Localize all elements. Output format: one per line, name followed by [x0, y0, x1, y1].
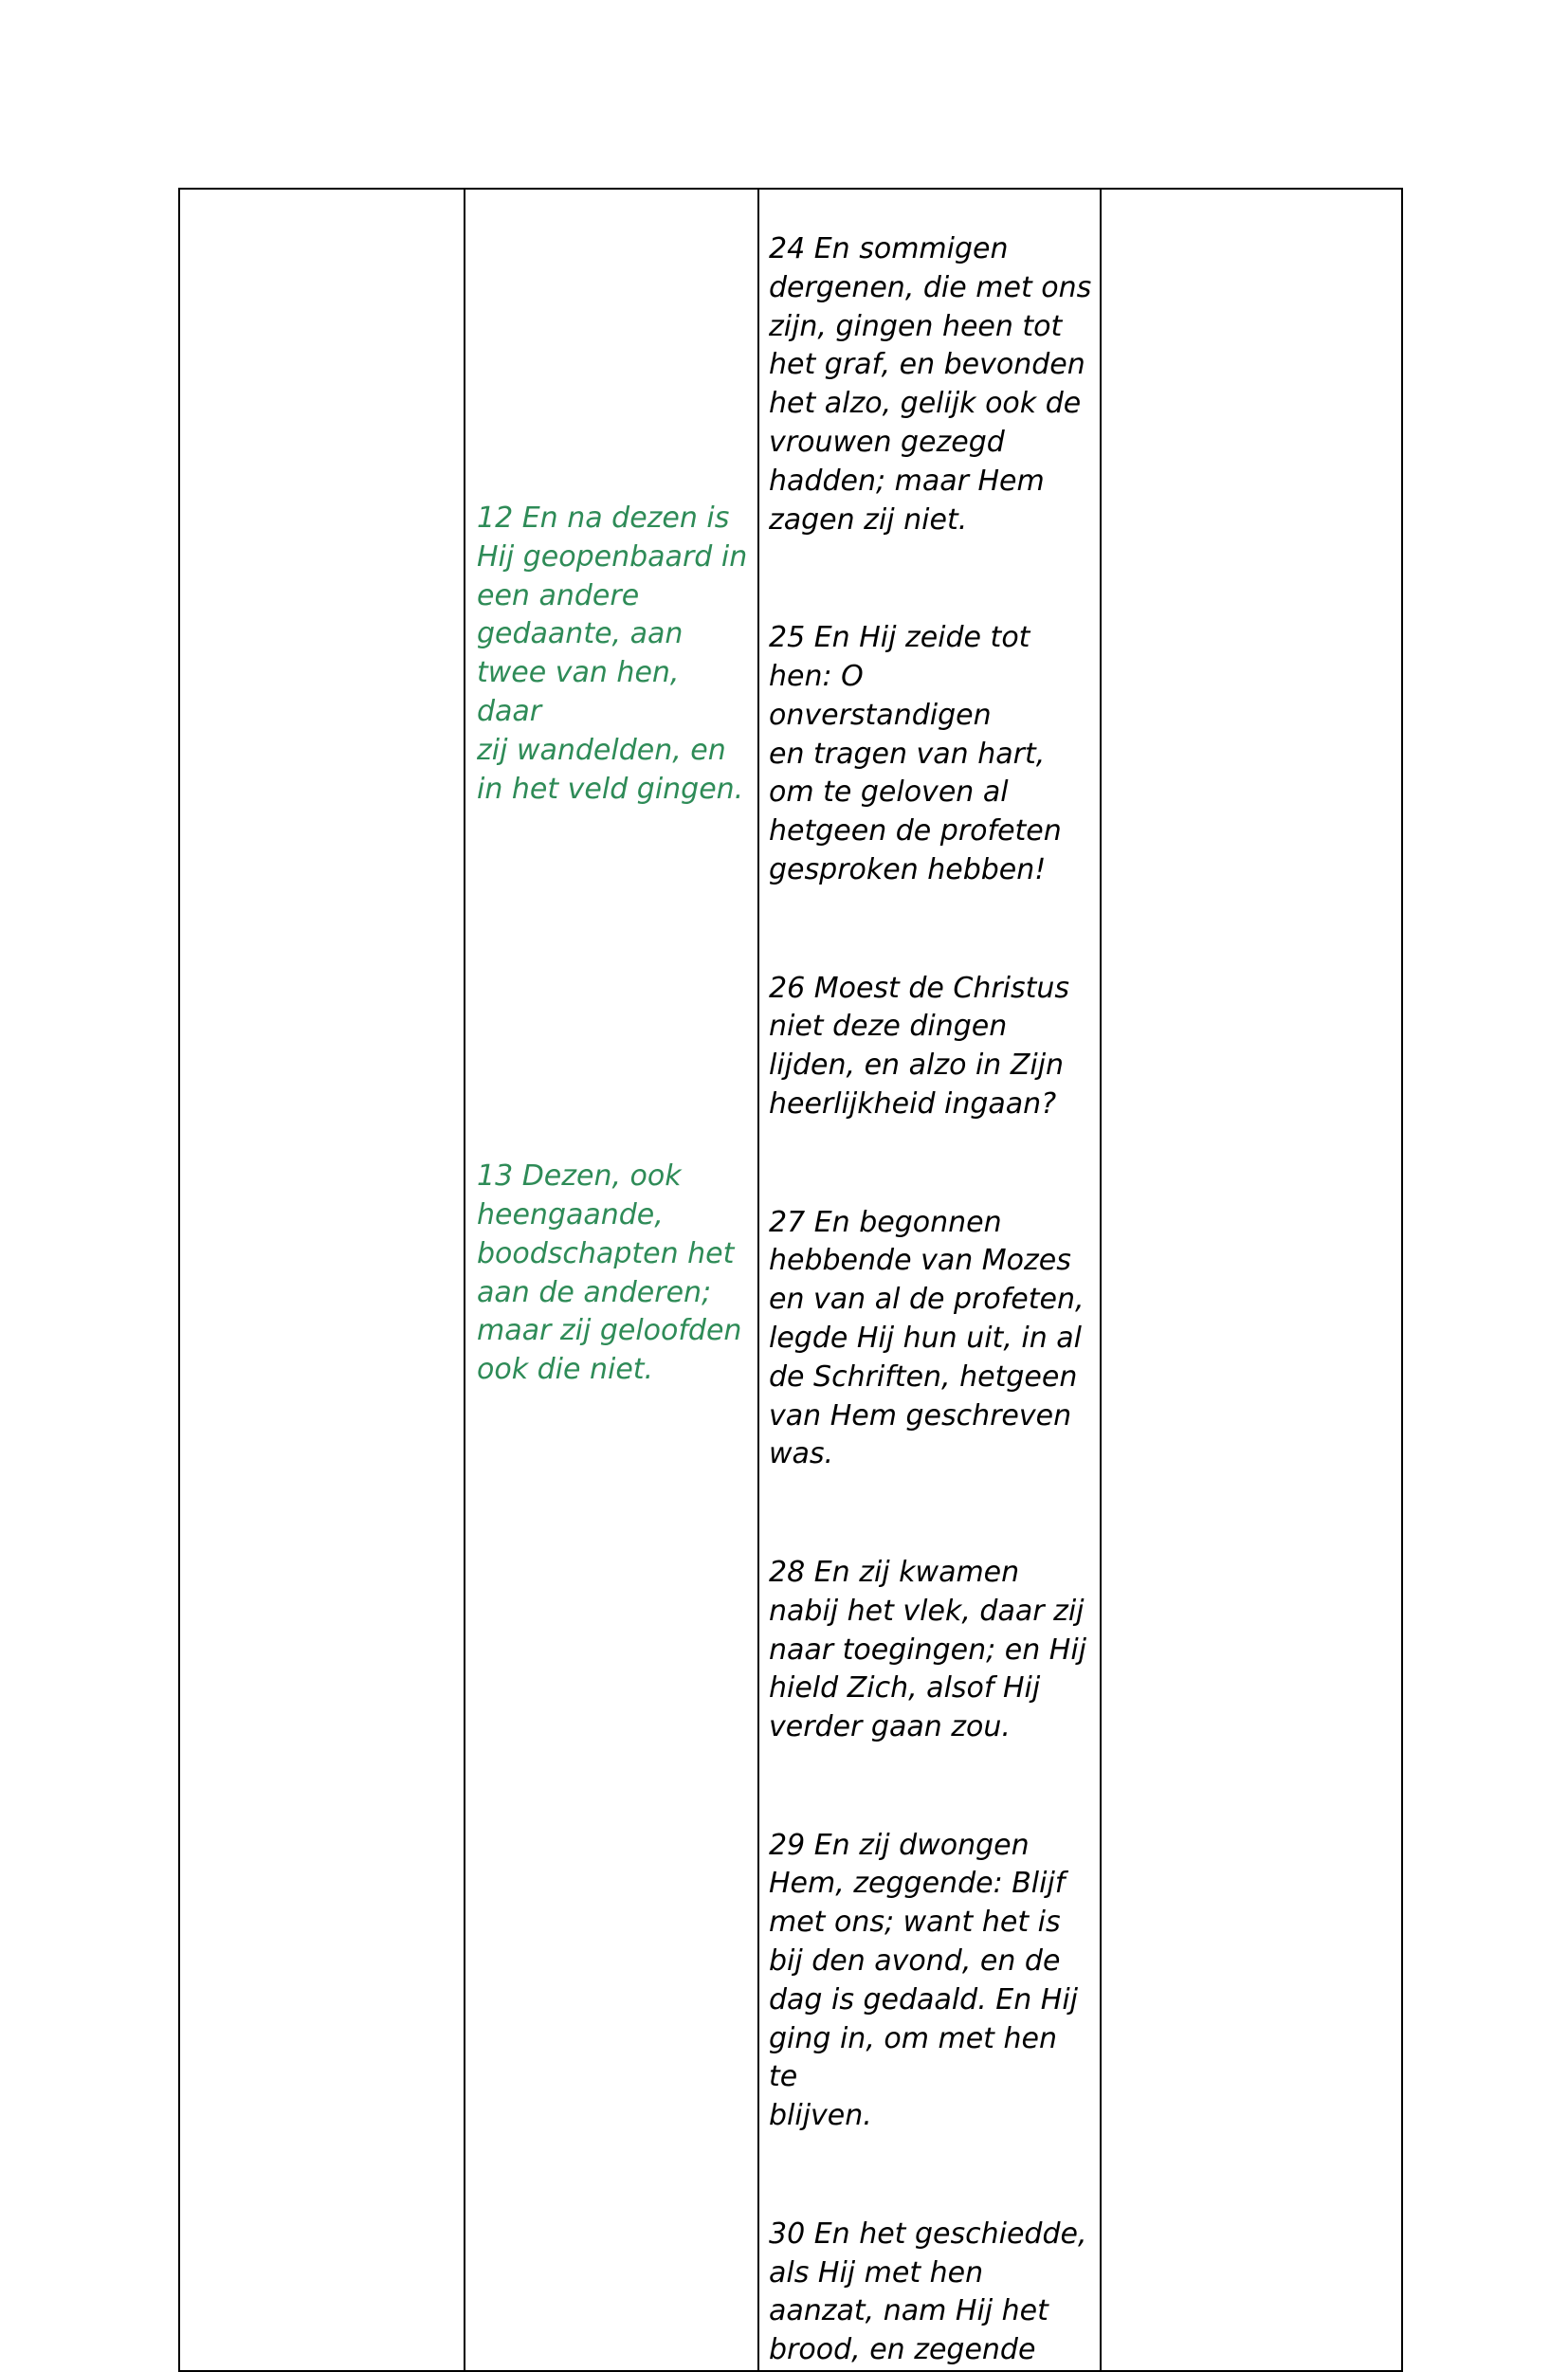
mark-verse-12: 12 En na dezen is Hij geopenbaard in een andere gedaante, aan twee van hen, daar zij wandelden, en in het veld gingen.: [477, 502, 748, 806]
luke-verse-25: 25 En Hij zeide tot hen: O onverstandigen en tragen van hart, om te geloven al hetgeen de profeten gesproken hebben!: [769, 621, 1062, 886]
luke-verse-24: 24 En sommigen dergenen, die met ons zijn, gingen heen tot het graf, en bevonden het alzo, gelijk ook de vrouwen gezegd hadden; maar Hem zagen zij niet.: [769, 232, 1092, 537]
luke-verse-29: 29 En zij dwongen Hem, zeggende: Blijf met ons; want het is bij den avond, en de dag is gedaald. En Hij ging in, om met hen te blijven.: [769, 1828, 1079, 2133]
mark-verse-13: 13 Dezen, ook heengaande, boodschapten het aan de anderen; maar zij geloofden ook die niet.: [477, 1159, 742, 1387]
luke-verse-30: 30 En het geschiedde, als Hij met hen aanzat, nam Hij het brood, en zegende: [769, 2217, 1087, 2367]
gospel-comparison-table: [178, 188, 1403, 2372]
luke-verse-27: 27 En begonnen hebbende van Mozes en van al de profeten, legde Hij hun uit, in al de Schriften, hetgeen van Hem geschreven was.: [769, 1205, 1085, 1471]
luke-verse-26: 26 Moest de Christus niet deze dingen lijden, en alzo in Zijn heerlijkheid ingaan?: [769, 971, 1070, 1121]
table-row: [179, 189, 1402, 2371]
empty-column-cell-1: [179, 189, 465, 2371]
luke-column-cell: [758, 189, 1101, 2371]
luke-verse-28: 28 En zij kwamen nabij het vlek, daar zij naar toegingen; en Hij hield Zich, alsof Hij verder gaan zou.: [769, 1555, 1087, 1744]
mark-column-cell: [465, 189, 758, 2371]
empty-column-cell-4: [1101, 189, 1402, 2371]
